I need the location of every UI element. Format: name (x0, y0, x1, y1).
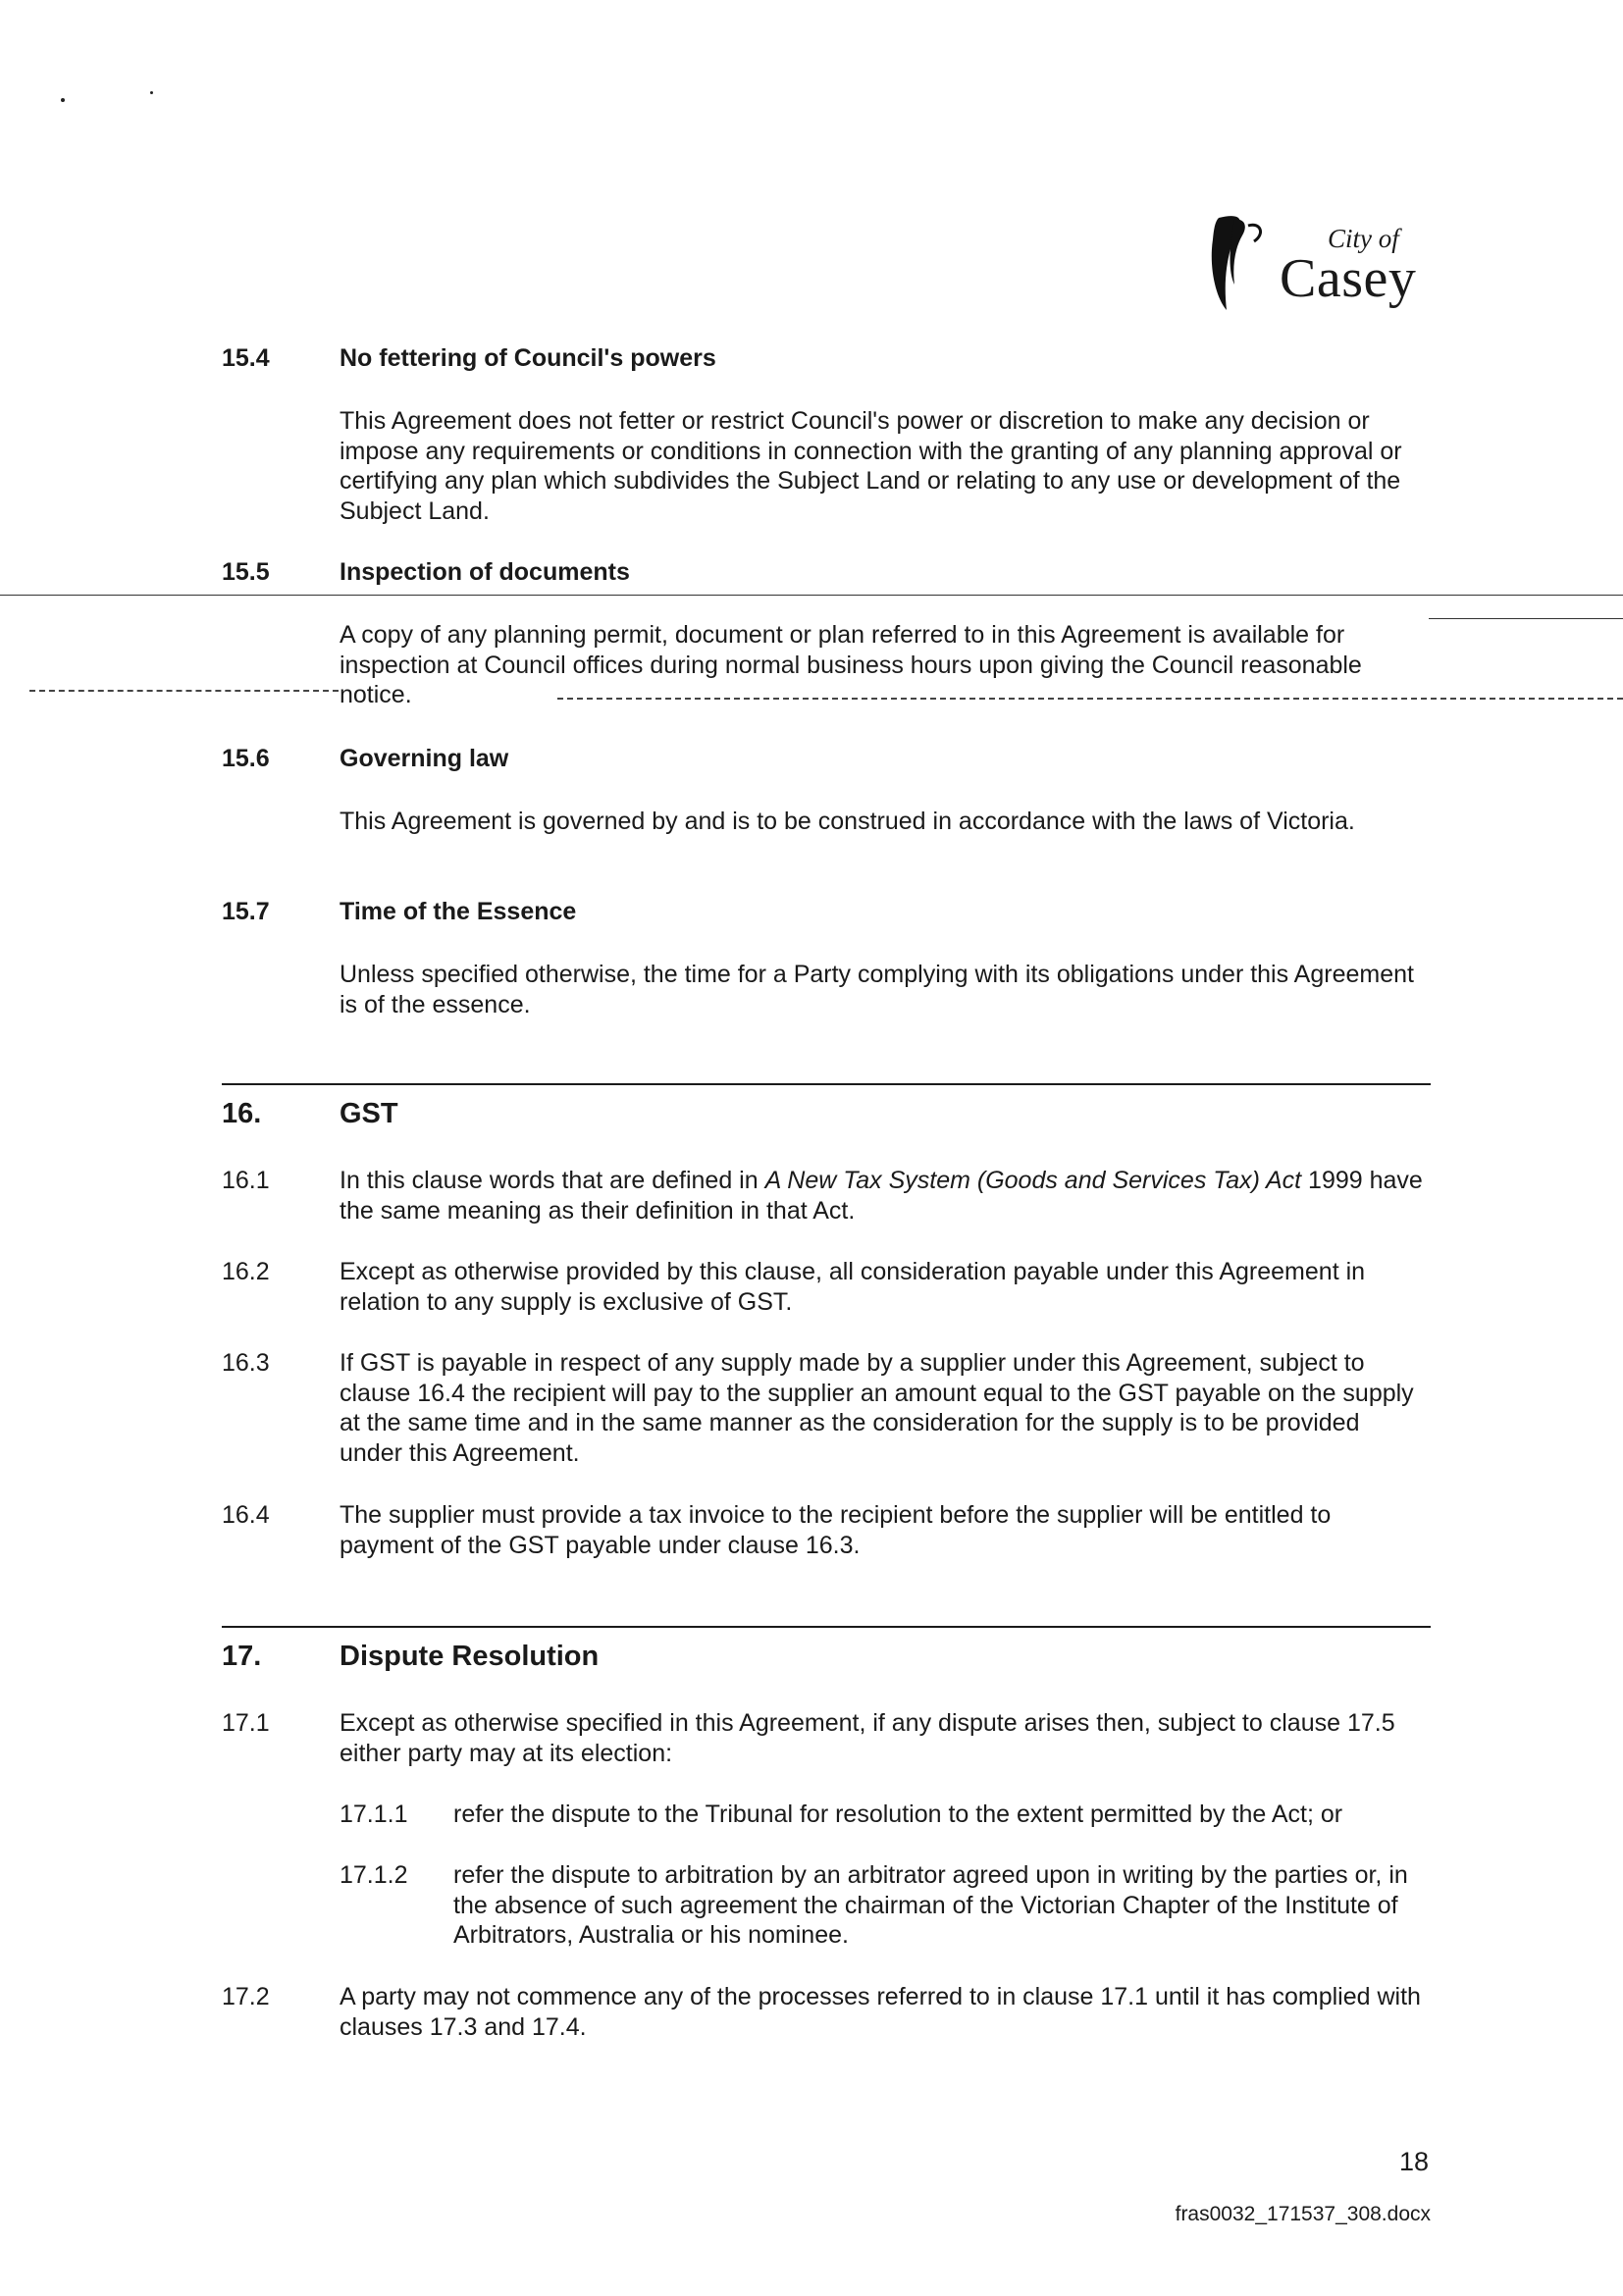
clause-text-16-1: In this clause words that are defined in A New Tax System (Goods and Services Tax) Act 1999 have the same meaning as their definition in that Act. (340, 1167, 1423, 1225)
clause-text-16-4: The supplier must provide a tax invoice to the recipient before the supplier will be entitled to payment of the GST payable under clause 16.3. (340, 1501, 1332, 1559)
clause-text-17-1: Except as otherwise specified in this Agreement, if any dispute arises then, subject to clause 17.5 either party may at its election: (340, 1709, 1395, 1767)
section-number-15-6: 15.6 (222, 745, 270, 772)
clause-text-17-2: A party may not commence any of the processes referred to in clause 17.1 until it has complied with clauses 17.3 and 17.4. (340, 1983, 1421, 2041)
section-number-17: 17. (222, 1641, 262, 1672)
scan-speck (150, 91, 153, 94)
clause-text-16-3: If GST is payable in respect of any supply made by a supplier under this Agreement, subject to clause 16.4 the recipient will pay to the supplier an amount equal to the GST payable on the supply at the same time and in the same manner as the consideration for the supply is to be provided under this Agreement. (340, 1349, 1414, 1467)
clause-number-16-2: 16.2 (222, 1258, 270, 1285)
section-heading-15-7: Time of the Essence (340, 898, 577, 925)
section-number-15-7: 15.7 (222, 898, 270, 925)
logo-casey-text: Casey (1280, 248, 1417, 309)
clause-text-16-2: Except as otherwise provided by this clause, all consideration payable under this Agreement in relation to any supply is exclusive of GST. (340, 1258, 1366, 1316)
scan-speck (61, 98, 65, 102)
scan-artifact-line (1429, 618, 1623, 619)
scan-artifact-dashed-line (29, 690, 339, 692)
section-text-15-5: A copy of any planning permit, document or plan referred to in this Agreement is available for inspection at Council offices during normal business hours upon giving the Council reasonable notice. (340, 621, 1362, 708)
section-heading-15-5: Inspection of documents (340, 558, 630, 586)
section-number-15-5: 15.5 (222, 558, 270, 586)
city-of-casey-logo (1205, 206, 1431, 324)
section-heading-15-4: No fettering of Council's powers (340, 344, 716, 372)
clause-number-17-1: 17.1 (222, 1709, 270, 1737)
clause-number-16-4: 16.4 (222, 1501, 270, 1529)
clause-number-17-2: 17.2 (222, 1983, 270, 2010)
casey-leaf-icon (1205, 206, 1283, 324)
page-number: 18 (1398, 2147, 1429, 2176)
section-text-15-4: This Agreement does not fetter or restrict Council's power or discretion to make any decision or impose any requirements or conditions in connection with the granting of any planning approval or certifying any plan which subdivides the Subject Land or relating to any use or development of the Subject Land. (340, 407, 1402, 525)
clause-number-17-1-1: 17.1.1 (340, 1800, 408, 1828)
scan-artifact-line (0, 595, 1623, 596)
section-heading-17: Dispute Resolution (340, 1641, 600, 1672)
section-divider (222, 1626, 1431, 1628)
logo-city-text: City of (1328, 224, 1399, 253)
clause-number-16-1: 16.1 (222, 1167, 270, 1194)
scan-artifact-dashed-line (557, 698, 1623, 700)
document-filename: fras0032_171537_308.docx (1175, 2203, 1431, 2225)
section-text-15-7: Unless specified otherwise, the time for a Party complying with its obligations under this Agreement is of the essence. (340, 961, 1414, 1018)
section-number-15-4: 15.4 (222, 344, 270, 372)
section-heading-16: GST (340, 1098, 398, 1129)
clause-number-16-3: 16.3 (222, 1349, 270, 1377)
section-number-16: 16. (222, 1098, 262, 1129)
clause-text-17-1-2: refer the dispute to arbitration by an arbitrator agreed upon in writing by the parties or, in the absence of such agreement the chairman of the Victorian Chapter of the Institute of Arbitrators, Australia or his nominee. (453, 1861, 1408, 1949)
section-heading-15-6: Governing law (340, 745, 509, 772)
clause-text-17-1-1: refer the dispute to the Tribunal for resolution to the extent permitted by the Act; or (453, 1800, 1343, 1828)
section-text-15-6: This Agreement is governed by and is to be construed in accordance with the laws of Victoria. (340, 808, 1355, 835)
clause-number-17-1-2: 17.1.2 (340, 1861, 408, 1889)
section-divider (222, 1083, 1431, 1085)
